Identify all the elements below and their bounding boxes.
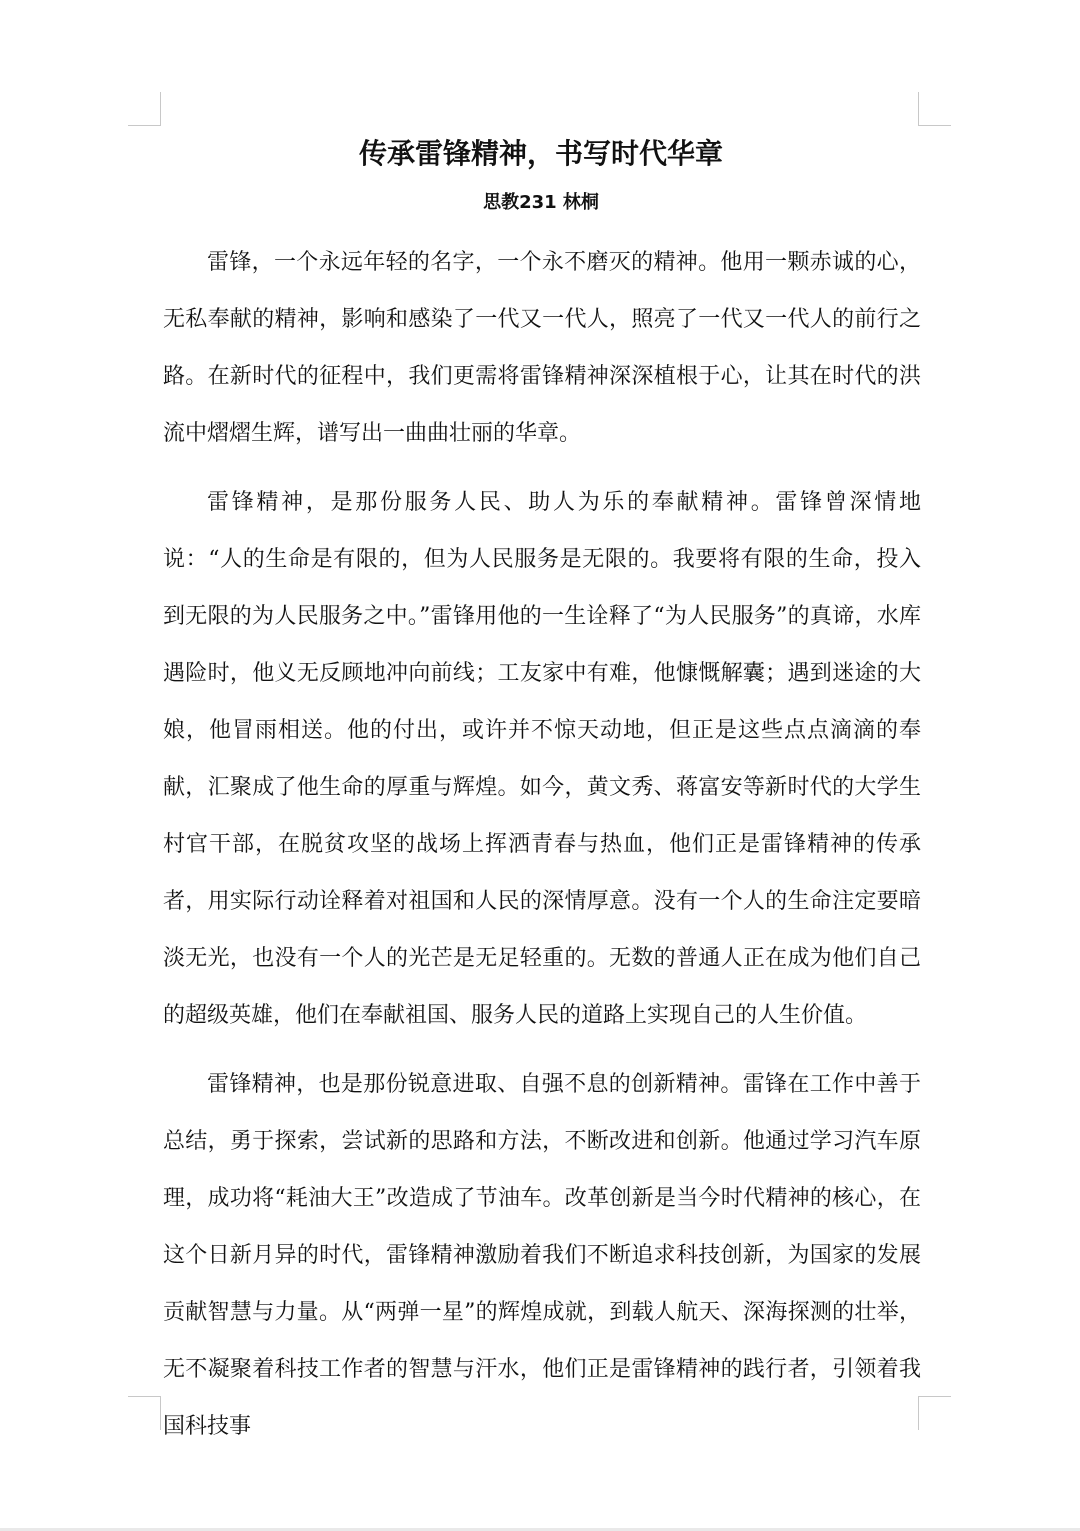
crop-mark-top-left <box>128 125 161 126</box>
crop-mark-bottom-right <box>918 1396 951 1397</box>
paragraph: 雷锋精神，也是那份锐意进取、自强不息的创新精神。雷锋在工作中善于总结，勇于探索，尝试新的思路和方法，不断改进和创新。他通过学习汽车原理，成功将“耗油大王”改造成了节油车。改革创新是当今时代精神的核心，在这个日新月异的时代，雷锋精神激励着我们不断追求科技创新，为国家的发展贡献智慧与力量。从“两弹一星”的辉煌成就，到载人航天、深海探测的壮举，无不凝聚着科技工作者的智慧与汗水，他们正是雷锋精神的践行者，引领着我国科技事 <box>163 1072 921 1439</box>
paragraph: 雷锋，一个永远年轻的名字，一个永不磨灭的精神。他用一颗赤诚的心，无私奉献的精神，影响和感染了一代又一代人，照亮了一代又一代人的前行之路。在新时代的征程中，我们更需将雷锋精神深深植根于心，让其在时代的洪流中熠熠生辉，谱写出一曲曲壮丽的华章。 <box>163 250 921 446</box>
document-title: 传承雷锋精神，书写时代华章 <box>358 137 723 170</box>
crop-mark-top-right <box>918 125 951 126</box>
crop-mark-top-right <box>918 92 919 126</box>
document-body <box>163 234 921 1455</box>
document-author: 思教231 林桐 <box>483 192 599 213</box>
crop-mark-top-left <box>160 92 161 126</box>
crop-mark-bottom-left <box>160 1396 161 1430</box>
crop-mark-bottom-left <box>128 1396 161 1397</box>
paragraph: 雷锋精神，是那份服务人民、助人为乐的奉献精神。雷锋曾深情地说：“人的生命是有限的，但为人民服务是无限的。我要将有限的生命，投入到无限的为人民服务之中。”雷锋用他的一生诠释了“为人民服务”的真谛，水库遇险时，他义无反顾地冲向前线；工友家中有难，他慷慨解囊；遇到迷途的大娘，他冒雨相送。他的付出，或许并不惊天动地，但正是这些点点滴滴的奉献，汇聚成了他生命的厚重与辉煌。如今，黄文秀、蒋富安等新时代的大学生村官干部，在脱贫攻坚的战场上挥洒青春与热血，他们正是雷锋精神的传承者，用实际行动诠释着对祖国和人民的深情厚意。没有一个人的生命注定要暗淡无光，也没有一个人的光芒是无足轻重的。无数的普通人正在成为他们自己的超级英雄，他们在奉献祖国、服务人民的道路上实现自己的人生价值。 <box>163 490 921 1028</box>
